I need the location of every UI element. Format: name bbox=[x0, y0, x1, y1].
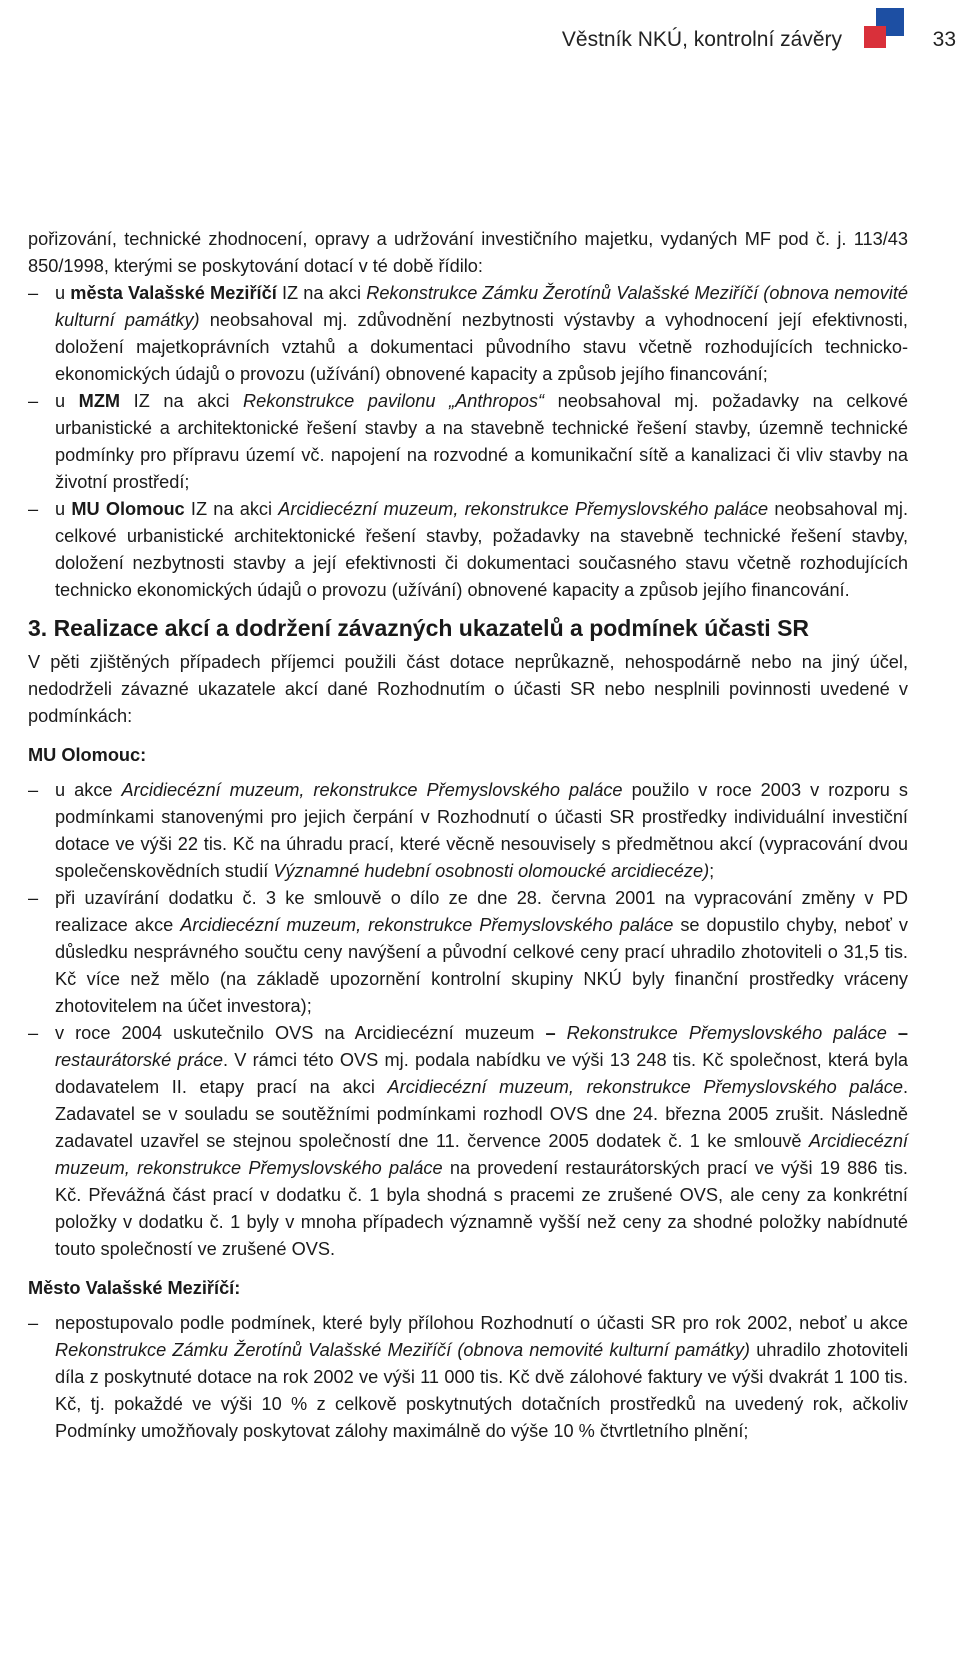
text-run: u bbox=[55, 283, 71, 303]
text-run: . Zadavatel se v souladu se soutěžními podmínkami rozhodl OVS dne 24. března 2005 zrušit. Následně zadavatel uzavřel se stejnou společností dne 11. července 2005 dodatek č. 1 ke smlouvě bbox=[55, 1077, 909, 1151]
subheading-valasske-mezirici: Město Valašské Meziříčí: bbox=[28, 1278, 241, 1298]
text-run: neobsahoval mj. celkové urbanistické architektonické řešení stavby, požadavky na stavebně technické řešení stavby, doložení nezbytnosti stavby a její efektivnosti či dokumentaci současného stavu včetně rozhodujících technicko ekonomických údajů o provozu (užívání) obnovené kapacity a způsob jejího financování. bbox=[55, 499, 909, 600]
project-name: Rekonstrukce Zámku Žerotínů Valašské Meziříčí (obnova nemovité kulturní památky) bbox=[55, 1340, 750, 1360]
project-name: Arcidiecézní muzeum, rekonstrukce Přemyslovského paláce bbox=[55, 1131, 908, 1178]
page-number: 33 bbox=[932, 28, 956, 51]
project-name: Arcidiecézní muzeum, rekonstrukce Přemyslovského paláce bbox=[278, 499, 769, 519]
list-item bbox=[28, 885, 908, 1020]
project-name: Arcidiecézní muzeum, rekonstrukce Přemyslovského paláce bbox=[180, 915, 674, 935]
list-item bbox=[28, 1310, 908, 1445]
entity-name: MU Olomouc bbox=[71, 499, 185, 519]
running-header: Věstník NKÚ, kontrolní závěry bbox=[561, 28, 842, 51]
subheading-mu-olomouc: MU Olomouc: bbox=[28, 745, 147, 765]
text-run: u bbox=[55, 499, 72, 519]
text-run: IZ na akci bbox=[276, 283, 367, 303]
text-run: neobsahoval mj. požadavky na celkové urbanistické a architektonické řešení stavby a na stavebně technické řešení stavby, územně technické podmínky pro přípravu území vč. napojení na rozvodné a komunikační sítě a kanalizaci či vliv stavby na životní prostředí; bbox=[55, 391, 909, 492]
study-name: Významné hudební osobnosti olomoucké arcidiecéze) bbox=[273, 861, 710, 881]
text-run: uhradilo zhotoviteli díla z poskytnuté dotace na rok 2002 ve výši 11 000 tis. Kč dvě zálohové faktury ve výši dvakrát 1 100 tis. Kč, tj. pokaždé ve výši 10 % z celkově poskytnutých dotačních prostředků na uvedený rok, ačkoliv Podmínky umožňovaly poskytovat zálohy maximálně do výše 10 % čtvrtletního plnění; bbox=[55, 1340, 909, 1441]
text-run: nepostupovalo podle podmínek, které byly přílohou Rozhodnutí o účasti SR pro rok 2002, neboť u akce bbox=[55, 1313, 908, 1333]
project-name: Rekonstrukce Zámku Žerotínů Valašské Meziříčí (obnova nemovité kulturní památky) bbox=[55, 283, 908, 330]
text-run: při uzavírání dodatku č. 3 ke smlouvě o dílo ze dne 28. června 2001 na vypracování změny v PD realizace akce bbox=[55, 888, 908, 935]
project-name: Rekonstrukce pavilonu „Anthropos“ bbox=[243, 391, 545, 411]
project-name: Arcidiecézní muzeum, rekonstrukce Přemyslovského paláce bbox=[121, 780, 623, 800]
text-run: na provedení restaurátorských prací ve výši 19 886 tis. Kč. Převážná část prací v dodatku č. 1 byla shodná s pracemi ze zrušené OVS, ale ceny za konkrétní položky v dodatku č. 1 byly v mnoha případech významně vyšší než ceny za shodné položky nabídnuté touto společností ve zrušené OVS. bbox=[55, 1158, 908, 1259]
text-run: IZ na akci bbox=[120, 391, 243, 411]
valasske-mezirici-list bbox=[28, 1310, 908, 1445]
text-run: u akce bbox=[55, 780, 122, 800]
project-name: restaurátorské práce bbox=[55, 1050, 223, 1070]
text-run: v roce 2004 uskutečnilo OVS na Arcidiecézní muzeum bbox=[55, 1023, 546, 1043]
nku-logo-icon bbox=[862, 6, 908, 52]
project-name: Rekonstrukce Přemyslovského paláce bbox=[555, 1023, 898, 1043]
list-item bbox=[28, 1020, 908, 1263]
entity-name: města Valašské Meziříčí bbox=[70, 283, 277, 303]
iz-deficiency-list bbox=[28, 280, 908, 604]
section-heading: 3. Realizace akcí a dodržení závazných ukazatelů a podmínek účasti SR bbox=[28, 615, 810, 641]
section-paragraph: V pěti zjištěných případech příjemci použili část dotace neprůkazně, nehospodárně nebo na jiný účel, nedodrželi závazné ukazatele akcí dané Rozhodnutím o účasti SR nebo nesplnili povinnosti uvedené v podmínkách: bbox=[28, 652, 908, 726]
intro-paragraph: pořizování, technické zhodnocení, opravy a udržování investičního majetku, vydaných MF pod č. j. 113/43 850/1998, kterými se poskytování dotací v té době řídilo: bbox=[28, 229, 908, 276]
text-run: ; bbox=[709, 861, 715, 881]
entity-name: MZM bbox=[78, 391, 121, 411]
list-item bbox=[28, 280, 908, 388]
text-run: . V rámci této OVS mj. podala nabídku ve výši 13 248 tis. Kč společnost, která byla dodavatelem II. etapy prací na akci bbox=[55, 1050, 908, 1097]
dash-separator: – bbox=[897, 1023, 908, 1043]
text-run: se dopustilo chyby, neboť v důsledku nesprávného součtu ceny navýšení a původní celkové ceny prací uhradilo zhotoviteli o 31,5 tis. Kč více než mělo (na základě upozornění kontrolní skupiny NKÚ byly finanční prostředky vráceny zhotovitelem na účet investora); bbox=[55, 915, 909, 1016]
mu-olomouc-list bbox=[28, 777, 908, 1263]
list-item bbox=[28, 496, 908, 604]
dash-separator: – bbox=[545, 1023, 556, 1043]
text-run: použilo v roce 2003 v rozporu s podmínkami stanovenými pro jejich čerpání v Rozhodnutí o účasti SR prostředky individuální investiční dotace ve výši 22 tis. Kč na úhradu prací, které věcně nesouvisely s předmětnou akcí (vypracování dvou společenskovědních studií bbox=[55, 780, 909, 881]
text-run: IZ na akci bbox=[184, 499, 279, 519]
text-run: u bbox=[55, 391, 79, 411]
body-text bbox=[28, 226, 908, 1445]
text-run: neobsahoval mj. zdůvodnění nezbytnosti výstavby a vyhodnocení její efektivnosti, doložení majetkoprávních vztahů a dokumentaci původního stavu včetně rozhodujících technicko-ekonomických údajů o provozu (užívání) obnovené kapacity a způsob jejího financování; bbox=[55, 310, 908, 384]
project-name: Arcidiecézní muzeum, rekonstrukce Přemyslovského paláce bbox=[387, 1077, 903, 1097]
list-item bbox=[28, 777, 908, 885]
logo-red-square bbox=[864, 26, 886, 48]
list-item bbox=[28, 388, 908, 496]
